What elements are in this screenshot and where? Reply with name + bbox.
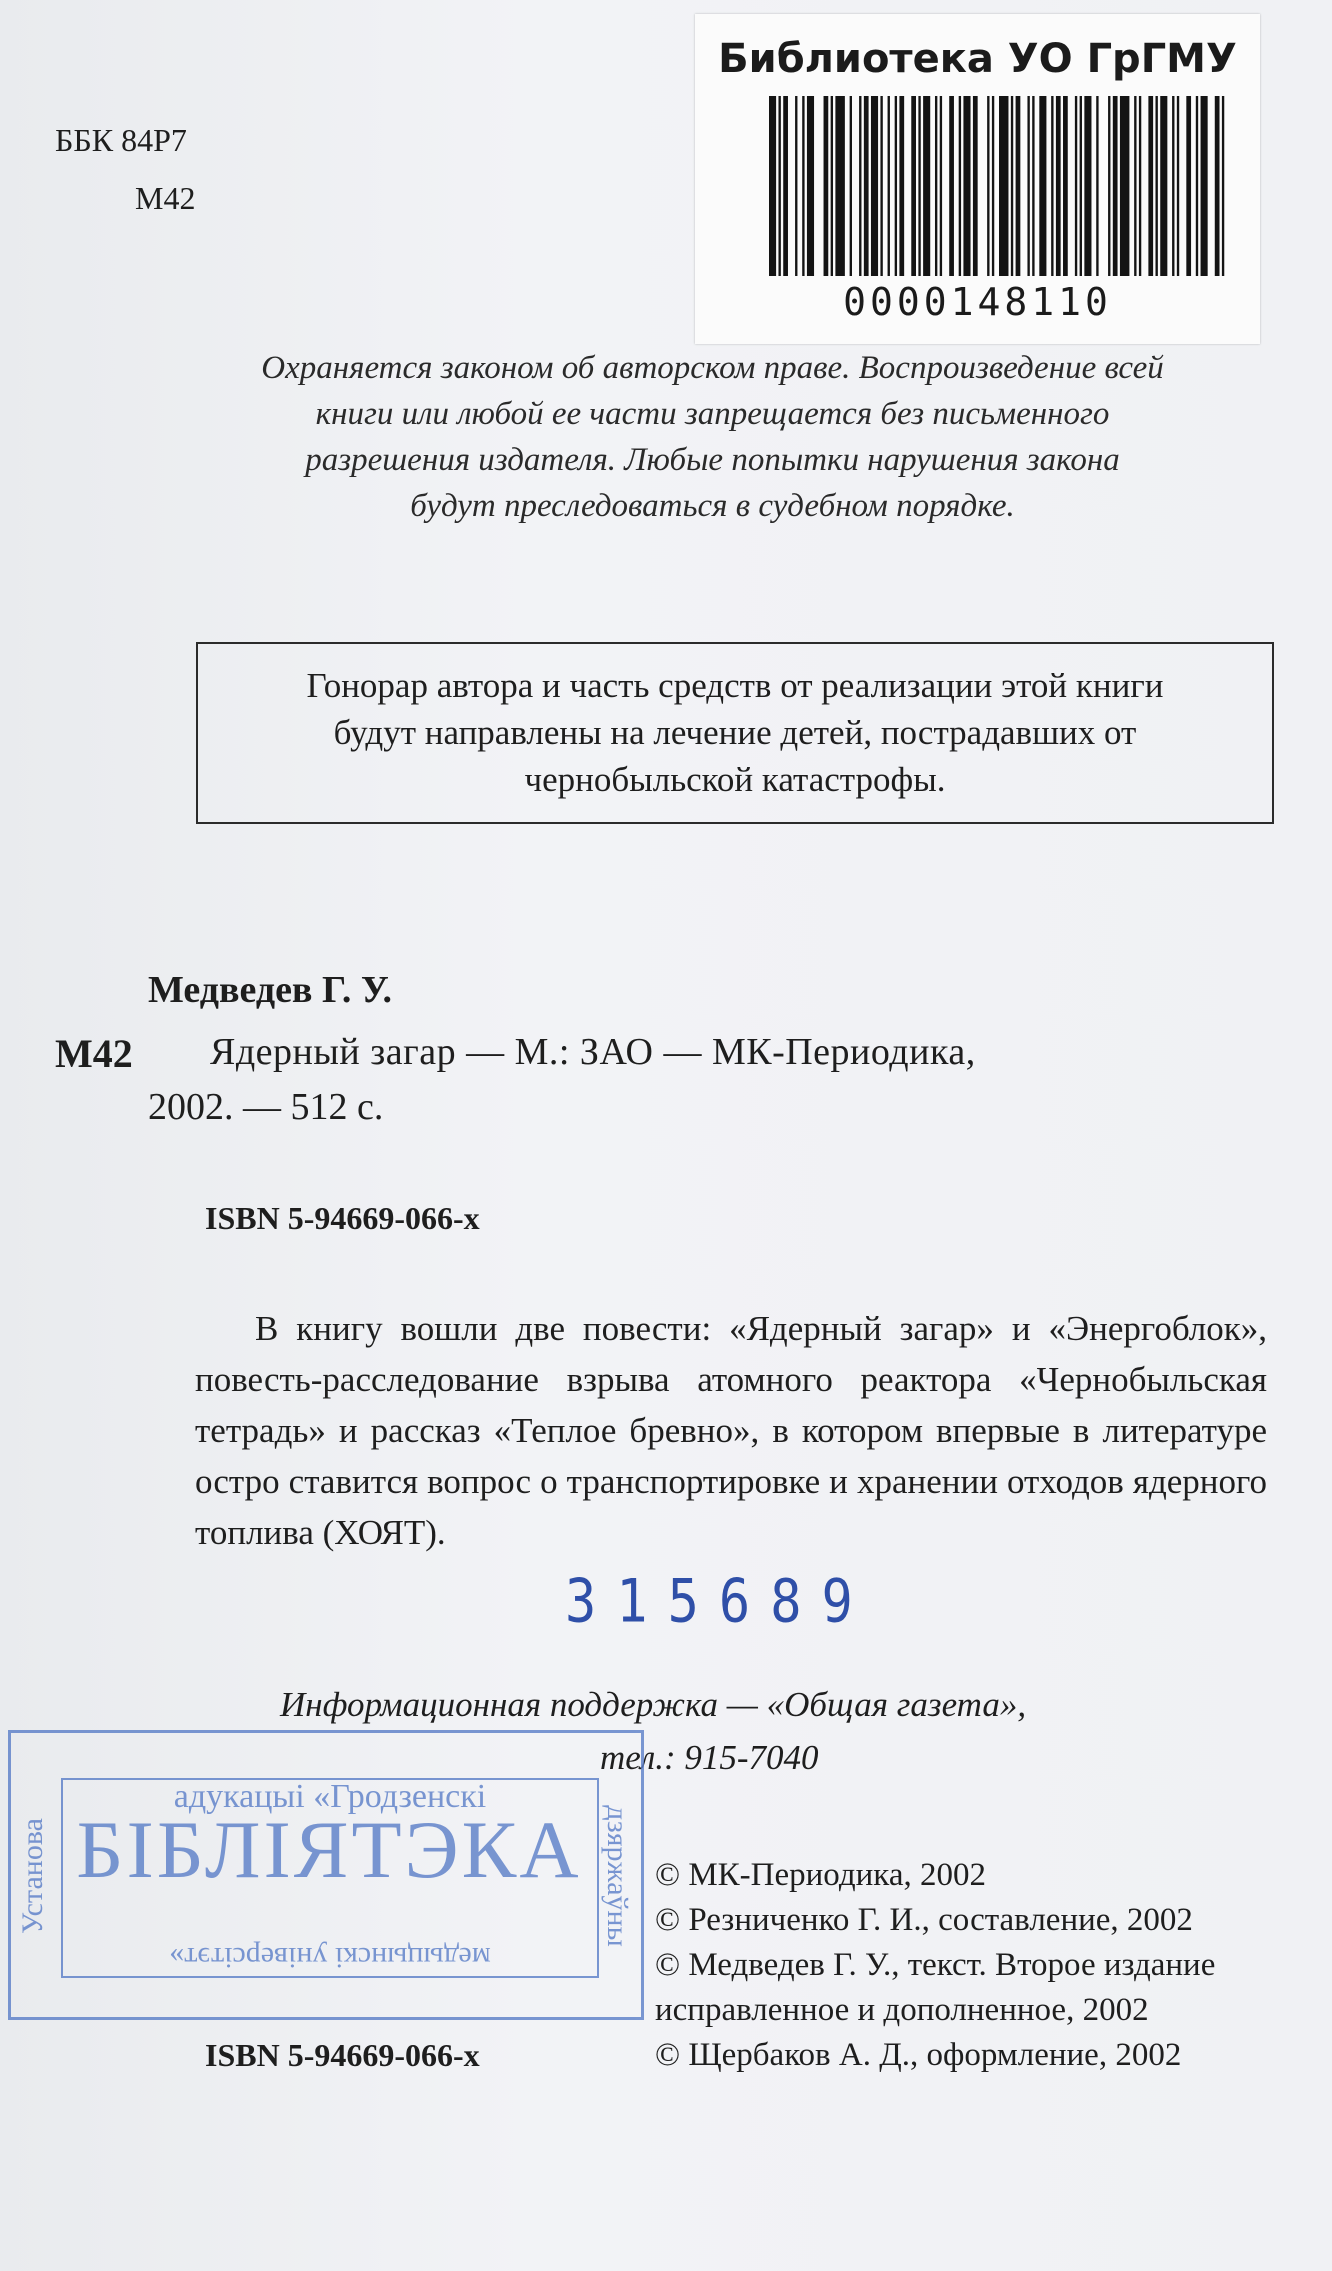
year-pages-line: 2002. — 512 с. — [148, 1086, 384, 1128]
barcode-bar — [824, 96, 829, 276]
barcode-bar — [880, 96, 882, 276]
barcode-bar — [935, 96, 937, 276]
stamp-top-text: адукацыі «Гродзенскі — [173, 1778, 487, 1815]
copyright-line: © Резниченко Г. И., составление, 2002 — [655, 1902, 1193, 1938]
barcode-number: 0000148110 — [843, 280, 1112, 324]
barcode-bar — [918, 96, 920, 276]
barcode-bar — [1120, 96, 1129, 276]
barcode-bar — [871, 96, 878, 276]
title-publisher-line: Ядерный загар — М.: ЗАО — МК-Периодика, — [210, 1031, 976, 1073]
copyright-line: © Медведев Г. У., текст. Второе издание — [655, 1947, 1216, 1983]
book-annotation — [195, 1303, 1267, 1558]
fee-notice-line: Гонорар автора и часть средств от реализации этой книги — [306, 666, 1164, 705]
copyright-line: © МК-Периодика, 2002 — [655, 1857, 986, 1893]
barcode-bar — [1148, 96, 1153, 276]
barcode-bar — [949, 96, 954, 276]
barcode-bar — [899, 96, 904, 276]
stamp-bottom-text: медыцынскі універсітэт» — [169, 1941, 491, 1974]
barcode-bar — [1032, 96, 1034, 276]
copyright-notice-line: Охраняется законом об авторском праве. Воспроизведение всей — [261, 350, 1164, 386]
barcode-bar — [1196, 96, 1198, 276]
isbn-top: ISBN 5-94669-066-х — [205, 1200, 480, 1236]
barcode-bar — [963, 96, 970, 276]
barcode-bar — [783, 96, 788, 276]
stamp-right-text: дзяржаўны — [601, 1805, 634, 1947]
barcode-bar — [1011, 96, 1013, 276]
barcode-bar — [859, 96, 861, 276]
library-stamp — [8, 1730, 644, 2020]
barcode-bar — [888, 96, 890, 276]
info-support-line: Информационная поддержка — «Общая газета», — [280, 1685, 1027, 1724]
barcode-bar — [1155, 96, 1157, 276]
copyright-notice-line: разрешения издателя. Любые попытки нарушения закона — [305, 442, 1120, 478]
copyright-line: © Щербаков А. Д., оформление, 2002 — [655, 2037, 1182, 2073]
barcode-bar — [1027, 96, 1029, 276]
barcode-bar — [1172, 96, 1174, 276]
copyright-notice — [175, 345, 1250, 529]
barcode-bar — [1056, 96, 1061, 276]
author-name: Медведев Г. У. — [148, 969, 393, 1011]
barcode-bar — [802, 96, 804, 276]
isbn-bottom: ISBN 5-94669-066-х — [205, 2037, 480, 2073]
barcode-bar — [1051, 96, 1053, 276]
barcode-bar — [923, 96, 930, 276]
barcode-bar — [1113, 96, 1118, 276]
barcode-bar — [1177, 96, 1179, 276]
library-barcode-label — [695, 14, 1260, 344]
barcode-bar — [911, 96, 916, 276]
barcode-bar — [1108, 96, 1110, 276]
call-mark: М42 — [55, 1031, 133, 1076]
barcode-bar — [1039, 96, 1046, 276]
annotation-paragraph: В книгу вошли две повести: «Ядерный загар» и «Энергоблок», повесть-расследование взрыва атомного реактора «Чернобыльская тетрадь» и рассказ «Теплое бревно», в котором впервые в литературе остро ставится вопрос о транспортировке и хранении отходов ядерного топлива (ХОЯТ). — [195, 1309, 1267, 1552]
inventory-number: 315689 — [565, 1567, 873, 1637]
author-mark-code: М42 — [135, 180, 196, 216]
copyright-list — [655, 1853, 1215, 2078]
bbk-index: ББК 84Р7 — [55, 122, 187, 158]
barcode-bar — [1222, 96, 1224, 276]
barcode-bar — [1160, 96, 1167, 276]
barcode-bar — [992, 96, 994, 276]
barcode-bar — [959, 96, 961, 276]
barcode-bar — [1080, 96, 1082, 276]
barcode-bar — [835, 96, 844, 276]
barcode-bar — [1186, 96, 1191, 276]
barcode-bar — [831, 96, 833, 276]
fee-notice-box — [196, 642, 1274, 824]
barcode-bar — [1016, 96, 1021, 276]
fee-notice-text — [198, 662, 1272, 803]
barcode-bar — [1134, 96, 1136, 276]
barcode-bar — [864, 96, 869, 276]
barcode-bar — [1215, 96, 1220, 276]
barcode-bar — [940, 96, 942, 276]
copyright-line: исправленное и дополненное, 2002 — [655, 1992, 1149, 2028]
barcode-bar — [778, 96, 780, 276]
barcode-bar — [1063, 96, 1068, 276]
barcode-bar — [850, 96, 852, 276]
barcode-bar — [807, 96, 814, 276]
stamp-left-text: Установа — [16, 1818, 49, 1934]
stamp-main-text: БІБЛІЯТЭКА — [76, 1804, 582, 1895]
fee-notice-line: чернобыльской катастрофы. — [524, 760, 946, 799]
barcode-bar — [769, 96, 776, 276]
barcode-bar — [999, 96, 1008, 276]
barcode-bar — [1201, 96, 1208, 276]
fee-notice-line: будут направлены на лечение детей, пострадавших от — [333, 713, 1137, 752]
barcode-bar — [973, 96, 978, 276]
barcode-bar — [1075, 96, 1077, 276]
barcode-bar — [1096, 96, 1098, 276]
info-support-phone: тел.: 915-7040 — [600, 1738, 819, 1777]
barcode-bar — [895, 96, 897, 276]
copyright-notice-line: книги или любой ее части запрещается без письменного — [315, 396, 1110, 432]
barcode-bar — [987, 96, 989, 276]
barcode-bar — [795, 96, 797, 276]
library-label-title: Библиотека УО ГрГМУ — [718, 36, 1237, 82]
barcode-bar — [1084, 96, 1091, 276]
barcode-graphic — [769, 96, 1229, 296]
barcode-bar — [1139, 96, 1141, 276]
copyright-notice-line: будут преследоваться в судебном порядке. — [410, 488, 1015, 524]
